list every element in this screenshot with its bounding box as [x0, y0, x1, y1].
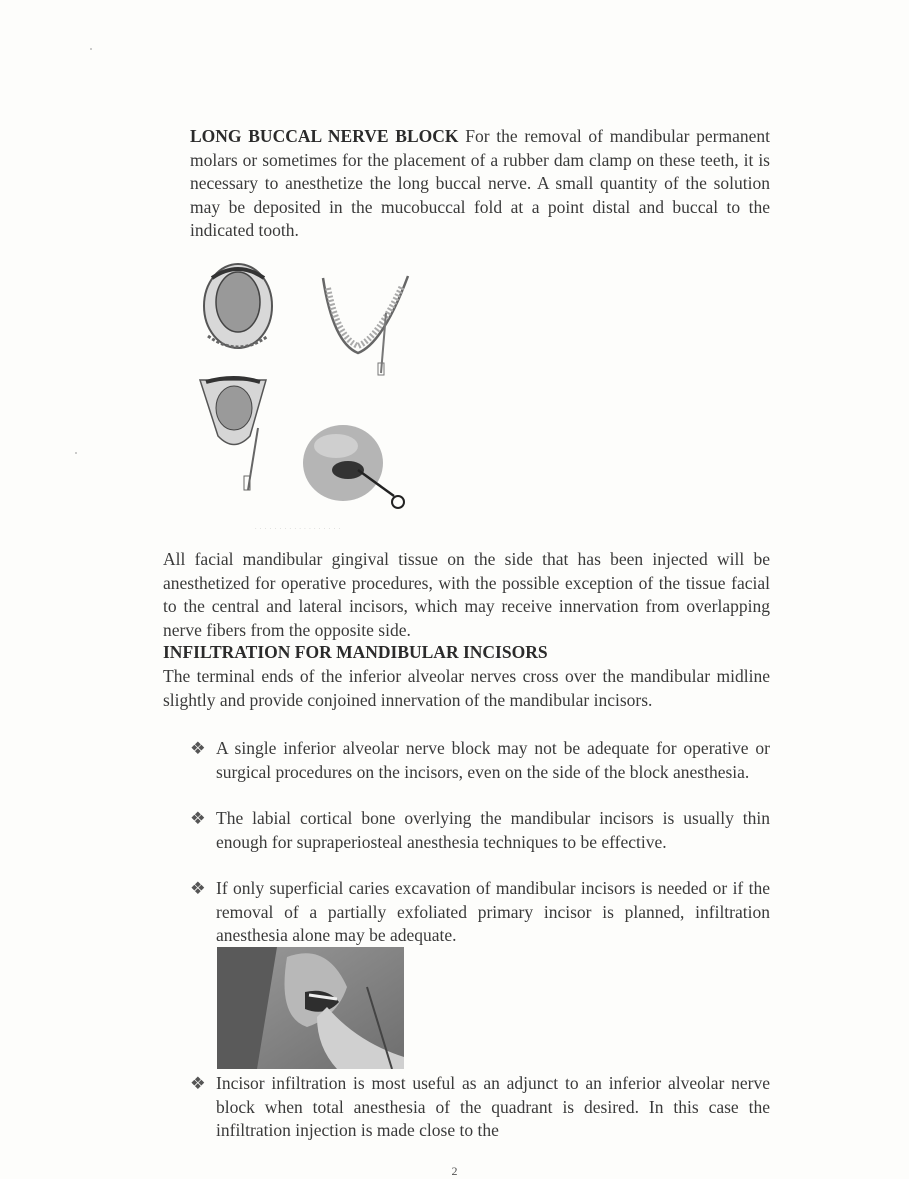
diamond-bullet-icon: ❖	[190, 808, 206, 828]
bullet-text: The labial cortical bone overlying the mandibular incisors is usually thin enough for supraperiosteal anesthesia techniques to be effective.	[216, 808, 770, 852]
bullet-item	[190, 877, 770, 948]
mandible-outline-illustration	[323, 276, 408, 375]
bullet-item	[190, 737, 770, 784]
bullet-item	[190, 807, 770, 854]
paragraph-terminal-ends: The terminal ends of the inferior alveolar nerves cross over the mandibular midline slightly and provide conjoined innervation of the mandibular incisors.	[163, 666, 770, 710]
mouth-open-illustration	[204, 264, 272, 348]
diamond-bullet-icon: ❖	[190, 1073, 206, 1093]
bullet-text: If only superficial caries excavation of mandibular incisors is needed or if the removal of a partially exfoliated primary incisor is planned, infiltration anesthesia alone may be adequate.	[216, 878, 770, 945]
paragraph-long-buccal-text: For the removal of mandibular permanent molars or sometimes for the placement of a rubber dam clamp on these teeth, it is necessary to anesthetize the long buccal nerve. A small quantity of the solution may be deposited in the mucobuccal fold at a point distal and buccal to the indicated tooth.	[190, 126, 770, 240]
patient-injection-photo	[303, 425, 404, 508]
figure-caption-illegible: · · · · · · · · · · · · · · · · · ·	[255, 527, 342, 532]
mouth-syringe-illustration	[200, 378, 266, 490]
scan-speck	[75, 452, 77, 454]
bullet-text: Incisor infiltration is most useful as an adjunct to an inferior alveolar nerve block when total anesthesia of the quadrant is desired. In this case the infiltration injection is made close to the	[216, 1073, 770, 1140]
page-number: 2	[451, 1164, 458, 1178]
paragraph-facial-gingival: All facial mandibular gingival tissue on the side that has been injected will be anesthetized for operative procedures, with the possible exception of the tissue facial to the central and lateral incisors, which may receive innervation from overlapping nerve fibers from the opposite side.	[163, 549, 770, 640]
injection-technique-figure	[198, 258, 423, 518]
paragraph-long-buccal	[190, 125, 770, 243]
bullet-text: A single inferior alveolar nerve block may not be adequate for operative or surgical procedures on the incisors, even on the side of the block anesthesia.	[216, 738, 770, 782]
diamond-bullet-icon: ❖	[190, 738, 206, 758]
diamond-bullet-icon: ❖	[190, 878, 206, 898]
heading-long-buccal: LONG BUCCAL NERVE BLOCK	[190, 126, 459, 146]
bullet-item	[190, 1072, 770, 1143]
incisor-infiltration-photo	[217, 947, 404, 1069]
heading-infiltration-incisors: INFILTRATION FOR MANDIBULAR INCISORS	[163, 642, 548, 662]
scan-speck	[90, 48, 92, 50]
